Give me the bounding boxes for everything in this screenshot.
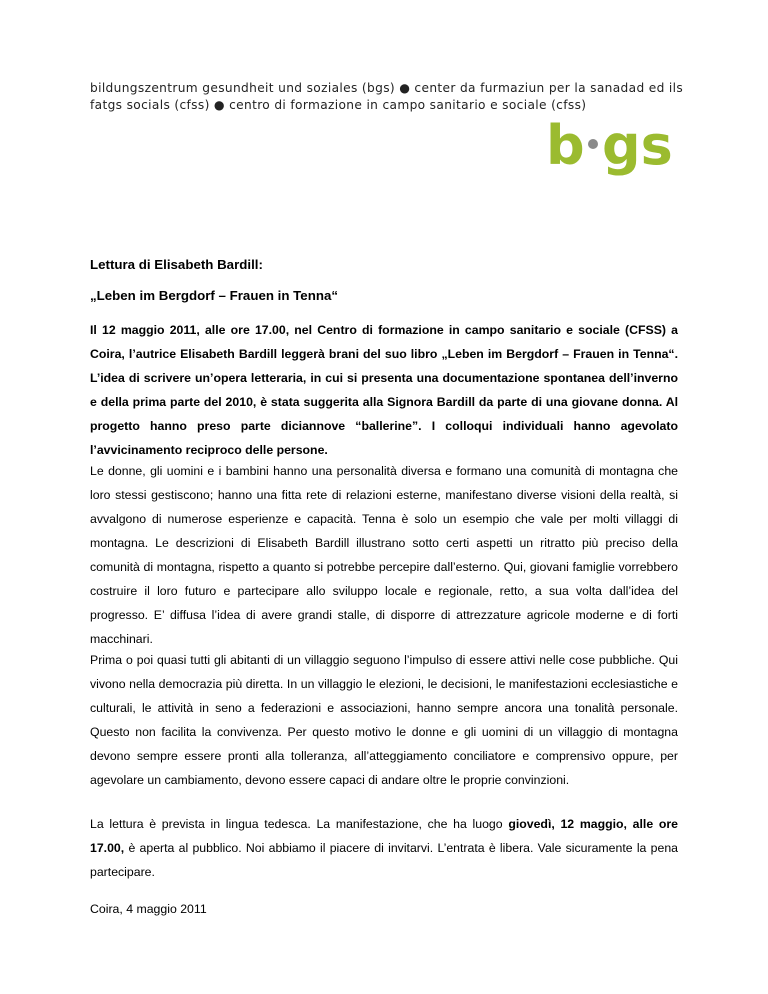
document-title-line-1: Lettura di Elisabeth Bardill: (90, 257, 263, 272)
logo-dot (588, 139, 598, 149)
document-date: Coira, 4 maggio 2011 (90, 902, 207, 916)
body-paragraph-2: Le donne, gli uomini e i bambini hanno una personalità diversa e formano una comunità di montagna che loro stessi gestiscono; hanno una fitta rete di relazioni esterne, manifestano diverse visioni della realtà, si avvalgono di numerose esperienze e capacità. Tenna è solo un esempio che vale per molti villaggi di montagna. Le descrizioni di Elisabeth Bardill illustrano sotto certi aspetti un ritratto più preciso della comunità di montagna, rispetto a quanto si potrebbe percepire dall’esterno. Qui, giovani famiglie vorrebbero costruire il loro futuro e partecipare allo sviluppo locale e regionale, retto, a sua volta dall’idea del progresso. E’ diffusa l’idea di avere grandi stalle, di disporre di attrezzature agricole moderne e di forti macchinari. (90, 464, 678, 646)
document-title-line-2: „Leben im Bergdorf – Frauen in Tenna“ (90, 288, 338, 303)
paragraph-4-text-2: è aperta al pubblico. Noi abbiamo il piacere di invitarvi. L’entrata è libera. Vale sicuramente la pena partecipare. (90, 841, 678, 879)
body-paragraph-3: Prima o poi quasi tutti gli abitanti di un villaggio seguono l’impulso di essere attivi nelle cose pubbliche. Qui vivono nella democrazia più diretta. In un villaggio le elezioni, le decisioni, le manifestazioni ecclesiastiche e culturali, le attività in seno a federazioni e associazioni, hanno sempre ancora una tonalità personale. Questo non facilita la convivenza. Per questo motivo le donne e gli uomini di un villaggio di montagna devono sempre essere pronti alla tolleranza, all’atteggiamento conciliatore e comprensivo oppure, per agevolare un cambiamento, devono essere capaci di andare oltre le proprie convinzioni. (90, 653, 678, 787)
paragraph-4-text-1: La lettura è prevista in lingua tedesca. La manifestazione, che ha luogo (90, 817, 509, 831)
letterhead-line-2: fatgs socials (cfss) ● centro di formazione in campo sanitario e sociale (cfss) (90, 98, 587, 112)
letterhead (90, 80, 684, 114)
intro-paragraph: Il 12 maggio 2011, alle ore 17.00, nel Centro di formazione in campo sanitario e sociale (CFSS) a Coira, l’autrice Elisabeth Bardill leggerà brani del suo libro „Leben im Bergdorf – Frauen in Tenna“. L’idea di scrivere un’opera letteraria, in cui si presenta una documentazione spontanea dell’inverno e della prima parte del 2010, è stata suggerita alla Signora Bardill da parte di una giovane donna. Al progetto hanno preso parte diciannove “ballerine”. I colloqui individuali hanno agevolato l’avvicinamento reciproco delle persone. (90, 323, 678, 457)
event-date-time: giovedì, 12 maggio, alle ore 17.00, (90, 817, 678, 855)
letterhead-line-1: bildungszentrum gesundheit und soziales (bgs) ● center da furmaziun per la sanadad ed ils (90, 81, 684, 95)
bgs-logo (546, 118, 676, 190)
logo-letter-b: b (546, 118, 585, 177)
body-paragraph-4 (90, 812, 678, 884)
logo-letters-gs: gs (602, 118, 673, 177)
